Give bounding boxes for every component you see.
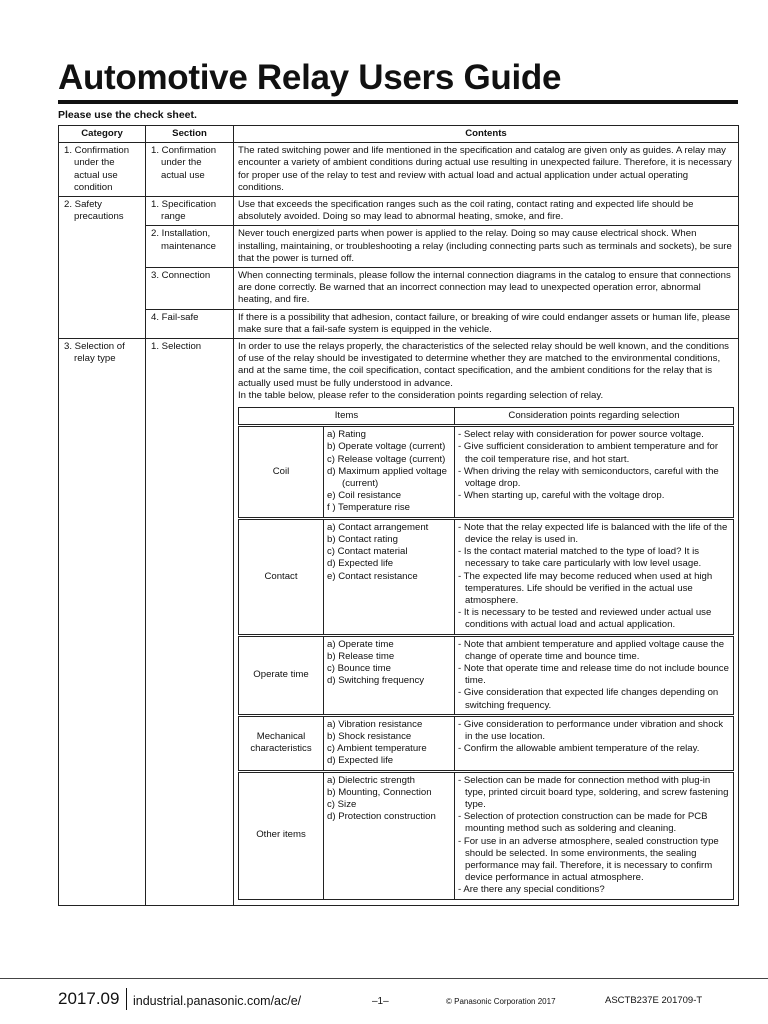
category-text: 2. Safety precautions	[64, 199, 124, 223]
footer-url: industrial.panasonic.com/ac/e/	[133, 994, 302, 1008]
consideration-point: - It is necessary to be tested and reviewed under actual use conditions with actual load and actual application.	[458, 607, 712, 631]
consideration-point: - The expected life may become reduced when used at high temperatures. Life should be verified in the actual use atmosphere.	[458, 570, 713, 606]
consideration-point: - Note that operate time and release time do not include bounce time.	[458, 662, 729, 687]
table-row	[59, 339, 739, 906]
footer-divider	[0, 978, 768, 979]
item-entry: c) Ambient temperature	[327, 743, 427, 755]
footer-separator	[126, 988, 127, 1010]
item-entry: d) Expected life	[327, 558, 394, 570]
footer-document-code: ASCTB237E 201709-T	[605, 995, 703, 1006]
header-category: Category	[59, 126, 146, 143]
header-items: Items	[239, 408, 455, 426]
consideration-point: - Give consideration that expected life changes depending on switching frequency.	[458, 687, 719, 711]
item-list	[324, 715, 455, 771]
item-group-name: Contact	[239, 518, 324, 635]
section-cell	[146, 143, 234, 197]
selection-header-row	[239, 408, 734, 426]
item-entry: a) Contact arrangement	[327, 521, 429, 533]
consideration-list	[455, 771, 734, 899]
section-text: 1. Specification range	[151, 199, 217, 223]
section-text: 3. Connection	[151, 270, 211, 282]
section-cell	[146, 226, 234, 268]
header-contents: Contents	[234, 126, 739, 143]
table-row	[59, 197, 739, 226]
contents-cell: When connecting terminals, please follow the internal connection diagrams in the catalog to ensure that connections are done correctly. Be warned that an incorrect connection may lead to unexpected operation error, abnormal heating, and fire.	[234, 268, 739, 310]
consideration-list	[455, 635, 734, 715]
consideration-point: - For use in an adverse atmosphere, sealed construction type should be selected. In some environments, the sealing performance may fail. Therefore, it is necessary to confirm device performance in actual atmosphere.	[458, 835, 719, 884]
item-entry: a) Vibration resistance	[327, 718, 423, 730]
selection-row	[239, 426, 734, 518]
item-entry: e) Contact resistance	[327, 570, 418, 582]
item-list	[324, 518, 455, 635]
item-entry: f ) Temperature rise	[327, 502, 410, 514]
item-entry: b) Contact rating	[327, 533, 398, 545]
table-header-row	[59, 126, 739, 143]
item-entry: d) Expected life	[327, 755, 394, 767]
item-entry: c) Bounce time	[327, 662, 391, 674]
title-underline	[58, 100, 738, 104]
category-text: 3. Selection of relay type	[64, 341, 125, 365]
item-group-name: Coil	[239, 426, 324, 518]
consideration-point: - When driving the relay with semiconductors, careful with the voltage drop.	[458, 465, 719, 490]
selection-row	[239, 518, 734, 635]
item-entry: a) Rating	[327, 429, 366, 441]
consideration-point: - Are there any special conditions?	[458, 884, 605, 896]
selection-intro: In order to use the relays properly, the characteristics of the selected relay should be well known, and the conditions of use of the relay should be investigated to determine whether they are matched to the environmental conditions, and at the same time, the coil specification, contact specification, and the ambient conditions for the relay that is actually used must be fully understood in advance.	[238, 341, 729, 389]
header-consideration-points: Consideration points regarding selection	[455, 408, 734, 426]
consideration-point: - Give consideration to performance under vibration and shock in the use location.	[458, 718, 724, 742]
consideration-point: - Confirm the allowable ambient temperature of the relay.	[458, 743, 700, 755]
category-text: 1. Confirmation under the actual use condition	[64, 145, 130, 193]
consideration-point: - Is the contact material matched to the type of load? It is necessary to take care particularly with low level usage.	[458, 546, 702, 570]
item-entry: b) Mounting, Connection	[327, 786, 432, 798]
item-group-name: Mechanical characteristics	[239, 715, 324, 771]
section-text: 2. Installation, maintenance	[151, 228, 216, 252]
section-text: 1. Selection	[151, 341, 202, 353]
table-row	[59, 309, 739, 338]
selection-row	[239, 771, 734, 899]
item-entry: c) Release voltage (current)	[327, 453, 446, 465]
item-entry: a) Operate time	[327, 638, 394, 650]
category-cell	[59, 197, 146, 339]
selection-row	[239, 715, 734, 771]
page-title: Automotive Relay Users Guide	[58, 58, 562, 97]
check-sheet-table	[58, 125, 739, 906]
item-list	[324, 635, 455, 715]
section-cell	[146, 309, 234, 338]
consideration-point: - Selection can be made for connection method with plug-in type, printed circuit board type, soldering, and screw fastening type.	[458, 774, 729, 810]
footer-copyright: © Panasonic Corporation 2017	[446, 997, 556, 1006]
table-row	[59, 268, 739, 310]
consideration-list	[455, 715, 734, 771]
selection-row	[239, 635, 734, 715]
item-group-name: Other items	[239, 771, 324, 899]
item-list	[324, 771, 455, 899]
footer-year: 2017.09	[58, 989, 120, 1008]
table-row	[59, 226, 739, 268]
consideration-point: - Give sufficient consideration to ambient temperature and for the coil temperature rise, and hot start.	[458, 441, 719, 465]
consideration-point: - Selection of protection construction can be made for PCB mounting method such as soldering and cleaning.	[458, 811, 708, 835]
instruction-text: Please use the check sheet.	[58, 109, 197, 121]
item-entry: e) Coil resistance	[327, 490, 402, 502]
contents-cell	[234, 339, 739, 906]
header-section: Section	[146, 126, 234, 143]
section-text: 4. Fail-safe	[151, 311, 199, 323]
item-entry: b) Operate voltage (current)	[327, 441, 446, 453]
selection-table-note: In the table below, please refer to the consideration points regarding selection of relay.	[238, 389, 604, 401]
category-cell	[59, 339, 146, 906]
item-group-name: Operate time	[239, 635, 324, 715]
section-cell	[146, 268, 234, 310]
consideration-point: - Note that ambient temperature and applied voltage cause the change of operate time and bounce time.	[458, 638, 725, 662]
item-entry: c) Contact material	[327, 546, 408, 558]
contents-cell: Use that exceeds the specification ranges such as the coil rating, contact rating and expected life should be absolutely avoided. Doing so may lead to abnormal heating, smoke, and fire.	[234, 197, 739, 226]
section-cell	[146, 339, 234, 906]
category-cell	[59, 143, 146, 197]
item-entry: c) Size	[327, 798, 357, 810]
consideration-point: - Note that the relay expected life is balanced with the life of the device the relay is used in.	[458, 521, 728, 545]
contents-cell: Never touch energized parts when power is applied to the relay. Doing so may cause electrical shock. When installing, maintaining, or troubleshooting a relay (including connecting parts such as terminals and sockets), be sure that the power is turned off.	[234, 226, 739, 268]
consideration-point: - When starting up, careful with the voltage drop.	[458, 490, 665, 502]
item-entry: b) Release time	[327, 650, 395, 662]
consideration-list	[455, 518, 734, 635]
item-entry: d) Maximum applied voltage (current)	[327, 465, 447, 490]
consideration-point: - Select relay with consideration for power source voltage.	[458, 429, 704, 441]
contents-cell: If there is a possibility that adhesion, contact failure, or breaking of wire could endanger assets or human life, please make sure that a fail-safe system is equipped in the vehicle.	[234, 309, 739, 338]
selection-table	[238, 407, 734, 900]
consideration-list	[455, 426, 734, 518]
selection-table-body	[239, 426, 734, 899]
table-row	[59, 143, 739, 197]
section-cell	[146, 197, 234, 226]
item-entry: b) Shock resistance	[327, 730, 412, 742]
item-entry: d) Protection construction	[327, 811, 436, 823]
page-number: –1–	[372, 996, 389, 1007]
contents-cell: The rated switching power and life mentioned in the specification and catalog are given only as guides. A relay may encounter a variety of ambient conditions during actual use resulting in unexpected failure. Therefore, it is necessary for proper use of the relay to test and review with actual load and actual application under actual operating conditions.	[234, 143, 739, 197]
item-entry: a) Dielectric strength	[327, 774, 415, 786]
item-entry: d) Switching frequency	[327, 675, 425, 687]
section-text: 1. Confirmation under the actual use	[151, 145, 217, 181]
item-list	[324, 426, 455, 518]
